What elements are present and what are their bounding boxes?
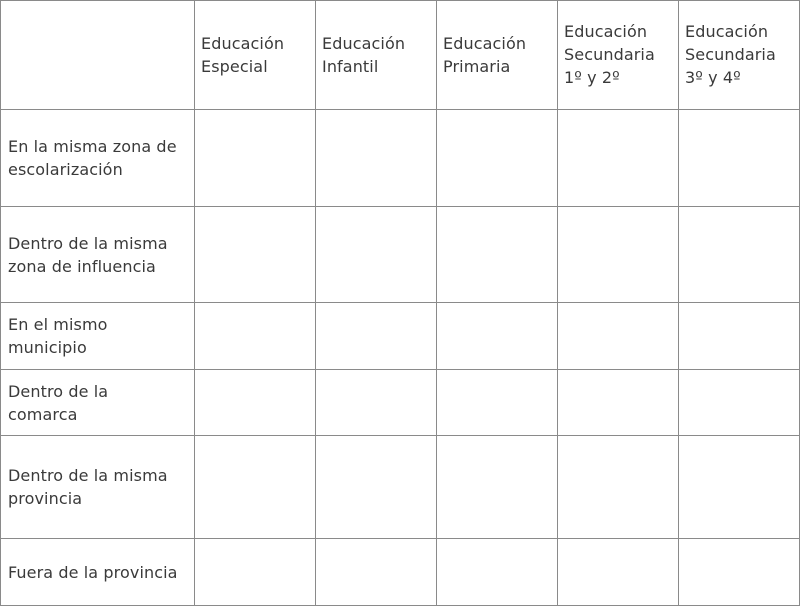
row-label-cell [1, 370, 195, 436]
table-cell[interactable] [558, 436, 679, 539]
table-row [1, 436, 800, 539]
table-cell[interactable] [195, 436, 316, 539]
row-label: Dentro de la comarca [8, 381, 109, 424]
table-cell[interactable] [679, 539, 800, 606]
row-label: Dentro de la misma provincia [8, 466, 168, 508]
table-cell[interactable] [316, 370, 437, 436]
table-cell[interactable] [195, 207, 316, 303]
header-row [1, 1, 800, 110]
table-cell[interactable] [195, 110, 316, 207]
table-cell[interactable] [316, 303, 437, 370]
table-cell[interactable] [679, 303, 800, 370]
table-cell[interactable] [679, 207, 800, 303]
table-cell[interactable] [437, 539, 558, 606]
column-header-especial [195, 1, 316, 110]
column-header-secundaria-1-2 [558, 1, 679, 110]
column-header-label: Educación Secundaria 1º y 2º [564, 21, 655, 87]
table-cell[interactable] [437, 110, 558, 207]
table-cell[interactable] [316, 207, 437, 303]
row-label: Dentro de la misma zona de influencia [8, 233, 168, 276]
table-cell[interactable] [316, 539, 437, 606]
table-cell[interactable] [558, 370, 679, 436]
table-cell[interactable] [195, 370, 316, 436]
row-label: Fuera de la provincia [8, 562, 178, 582]
table-cell[interactable] [679, 436, 800, 539]
table-cell[interactable] [437, 207, 558, 303]
column-header-label: Educación Primaria [443, 34, 527, 76]
column-header-primaria [437, 1, 558, 110]
table-cell[interactable] [558, 110, 679, 207]
table-cell[interactable] [558, 539, 679, 606]
table-row [1, 539, 800, 606]
table-cell[interactable] [437, 370, 558, 436]
corner-cell [1, 1, 195, 110]
column-header-infantil [316, 1, 437, 110]
column-header-label: Educación Especial [201, 34, 285, 76]
row-label-cell [1, 110, 195, 207]
table-row [1, 110, 800, 207]
table-cell[interactable] [316, 436, 437, 539]
table-cell[interactable] [558, 303, 679, 370]
table-cell[interactable] [437, 436, 558, 539]
table-cell[interactable] [316, 110, 437, 207]
table-row [1, 207, 800, 303]
table-cell[interactable] [195, 539, 316, 606]
row-label: En la misma zona de escolarización [8, 137, 177, 179]
row-label-cell [1, 539, 195, 606]
row-label: En el mismo municipio [8, 315, 108, 357]
row-label-cell [1, 436, 195, 539]
table-cell[interactable] [558, 207, 679, 303]
column-header-secundaria-3-4 [679, 1, 800, 110]
table-cell[interactable] [437, 303, 558, 370]
table-row [1, 370, 800, 436]
table-cell[interactable] [679, 370, 800, 436]
column-header-label: Educación Secundaria 3º y 4º [685, 21, 776, 87]
row-label-cell [1, 303, 195, 370]
table-row [1, 303, 800, 370]
row-label-cell [1, 207, 195, 303]
table-cell[interactable] [679, 110, 800, 207]
column-header-label: Educación Infantil [322, 34, 406, 76]
table-cell[interactable] [195, 303, 316, 370]
